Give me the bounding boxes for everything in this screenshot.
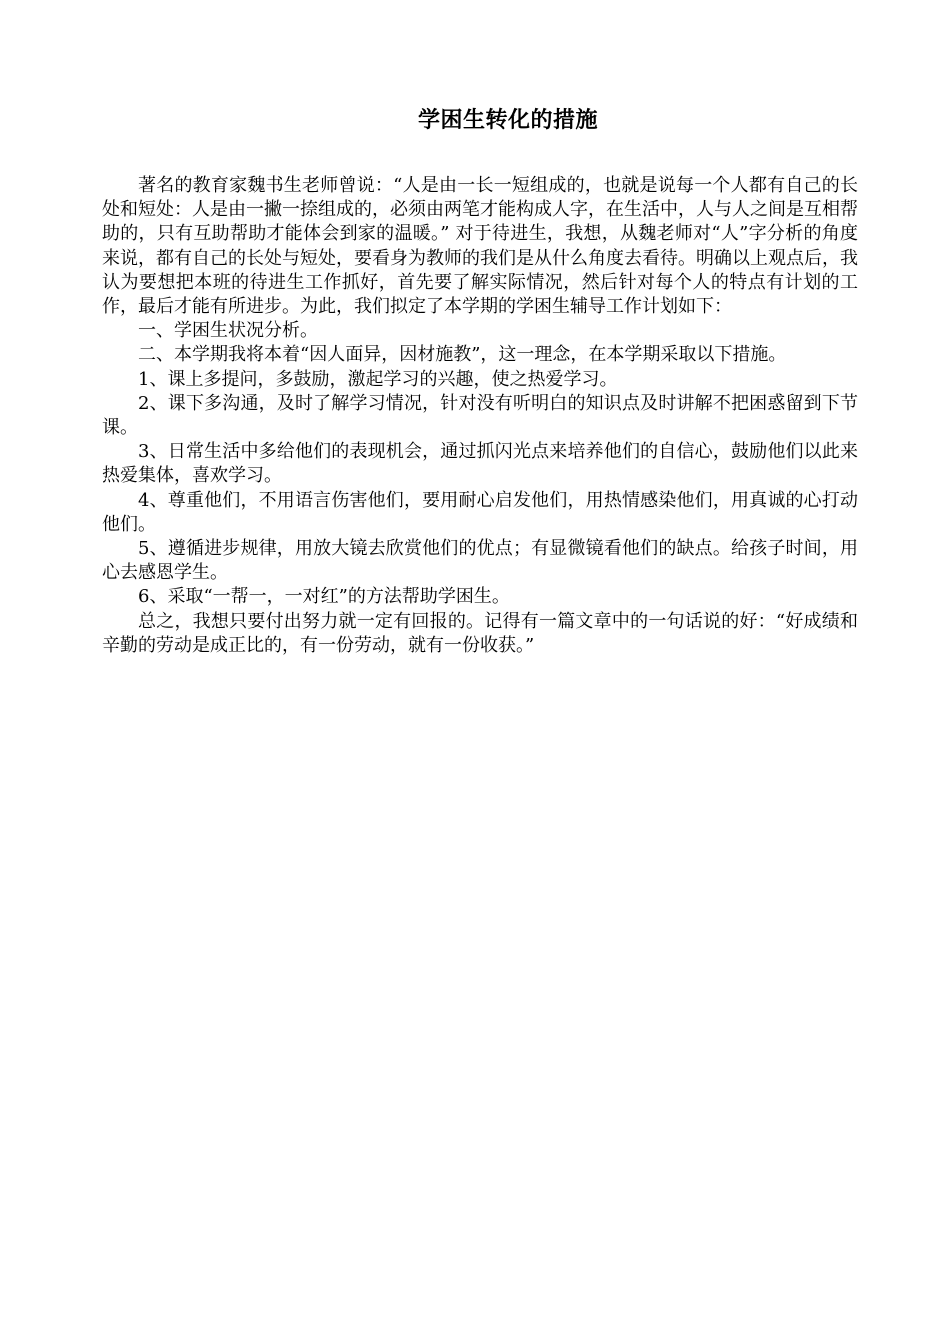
paragraph-section-two: 二、本学期我将本着“因人面异，因材施教”，这一理念，在本学期采取以下措施。 <box>138 344 787 366</box>
paragraph-measure-6: 6、采取“一帮一，一对红”的方法帮助学困生。 <box>138 586 510 608</box>
paragraph-measure-5: 5、遵循进步规律，用放大镜去欣赏他们的优点；有显微镜看他们的缺点。给孩子时间，用心去感恩学生。 <box>102 538 858 584</box>
paragraph-measure-3: 3、日常生活中多给他们的表现机会，通过抓闪光点来培养他们的自信心，鼓励他们以此来热爱集体，喜欢学习。 <box>102 441 858 487</box>
document-title: 学困生转化的措施 <box>417 108 598 133</box>
paragraph-measure-4: 4、尊重他们，不用语言伤害他们，要用耐心启发他们，用热情感染他们，用真诚的心打动他们。 <box>102 489 858 535</box>
document-body <box>102 174 858 658</box>
paragraph-measure-2: 2、课下多沟通，及时了解学习情况，针对没有听明白的知识点及时讲解不把困惑留到下节课。 <box>102 392 858 439</box>
paragraph-intro: 著名的教育家魏书生老师曾说：“人是由一长一短组成的，也就是说每一个人都有自己的长处和短处：人是由一撇一捺组成的，必须由两笔才能构成人字，在生活中，人与人之间是互相帮助的，只有互助帮助才能体会到家的温暖。” 对于待进生，我想，从魏老师对“人”字分析的角度来说，都有自己的长处与短处，要看身为教师的我们是从什么角度去看待。明确以上观点后，我认为要想把本班的待进生工作抓好，首先要了解实际情况，然后针对每个人的特点有计划的工作，最后才能有所进步。为此，我们拟定了本学期的学困生辅导工作计划如下： <box>102 175 858 318</box>
paragraph-section-one: 一、学困生状况分析。 <box>138 320 318 342</box>
paragraph-conclusion: 总之，我想只要付出努力就一定有回报的。记得有一篇文章中的一句话说的好：“好成绩和辛勤的劳动是成正比的，有一份劳动，就有一份收获。” <box>102 610 858 656</box>
paragraph-measure-1: 1、课上多提问，多鼓励，激起学习的兴趣，使之热爱学习。 <box>138 368 618 390</box>
